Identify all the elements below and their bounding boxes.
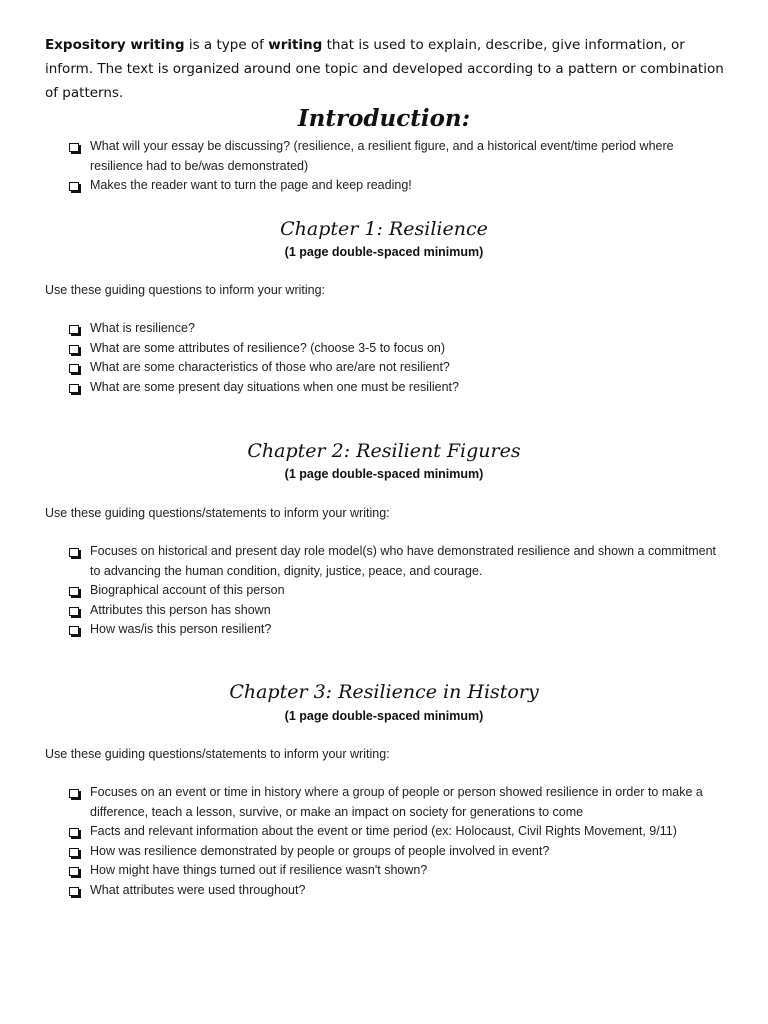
list-item bbox=[68, 176, 728, 196]
list-item-text: What attributes were used throughout? bbox=[90, 882, 306, 897]
chapter3-subtitle: (1 page double-spaced minimum) bbox=[284, 709, 484, 723]
checkbox-bullet-icon bbox=[69, 828, 79, 837]
checkbox-bullet-icon bbox=[69, 364, 79, 373]
introduction-list bbox=[68, 137, 728, 196]
list-item bbox=[68, 881, 728, 901]
list-item-text: Makes the reader want to turn the page and keep reading! bbox=[90, 178, 412, 192]
list-item bbox=[68, 319, 728, 339]
checkbox-bullet-icon bbox=[69, 607, 79, 616]
list-item bbox=[68, 601, 728, 621]
list-item-text: How was/is this person resilient? bbox=[90, 622, 272, 636]
intro-term-expository-writing: Expository writing bbox=[45, 37, 185, 53]
checkbox-bullet-icon bbox=[69, 867, 79, 876]
checkbox-bullet-icon bbox=[69, 848, 79, 857]
checkbox-bullet-icon bbox=[69, 789, 79, 798]
intro-term-writing: writing bbox=[268, 37, 323, 53]
list-item-text: Attributes this person has shown bbox=[90, 602, 271, 617]
intro-text-mid: is a type of bbox=[184, 37, 269, 53]
intro-paragraph bbox=[45, 33, 735, 105]
checkbox-bullet-icon bbox=[69, 345, 79, 354]
list-item bbox=[68, 620, 728, 640]
chapter1-guide-text: Use these guiding questions to inform your writing: bbox=[45, 283, 326, 297]
list-item-text: Focuses on an event or time in history where a group of people or person showed resilience in order to make a difference, teach a lesson, survive, or make an impact on society for generations to come bbox=[90, 785, 703, 819]
chapter3-heading: Chapter 3: Resilience in History bbox=[229, 681, 539, 703]
checkbox-bullet-icon bbox=[69, 384, 79, 393]
list-item-text: What are some present day situations when one must be resilient? bbox=[90, 379, 459, 394]
list-item bbox=[68, 358, 728, 378]
checkbox-bullet-icon bbox=[69, 143, 79, 152]
list-item bbox=[68, 861, 728, 881]
list-item-text: Biographical account of this person bbox=[90, 583, 285, 597]
chapter2-list bbox=[68, 542, 728, 640]
chapter3-list bbox=[68, 783, 728, 900]
list-item bbox=[68, 822, 728, 842]
chapter3-guide-text: Use these guiding questions/statements to inform your writing: bbox=[45, 747, 390, 761]
chapter2-subtitle: (1 page double-spaced minimum) bbox=[284, 467, 484, 481]
checkbox-bullet-icon bbox=[69, 548, 79, 557]
checkbox-bullet-icon bbox=[69, 325, 79, 334]
list-item-text: What are some characteristics of those who are/are not resilient? bbox=[90, 360, 450, 374]
list-item bbox=[68, 581, 728, 601]
list-item-text: Facts and relevant information about the event or time period (ex: Holocaust, Civil Rights Movement, 9/11) bbox=[90, 824, 677, 838]
list-item-text: What are some attributes of resilience? (choose 3-5 to focus on) bbox=[90, 340, 446, 355]
chapter1-heading: Chapter 1: Resilience bbox=[280, 218, 488, 240]
list-item-text: How might have things turned out if resilience wasn't shown? bbox=[90, 863, 428, 877]
checkbox-bullet-icon bbox=[69, 587, 79, 596]
list-item-text: How was resilience demonstrated by people or groups of people involved in event? bbox=[90, 843, 550, 858]
list-item bbox=[68, 842, 728, 862]
checkbox-bullet-icon bbox=[69, 182, 79, 191]
list-item bbox=[68, 542, 728, 581]
list-item bbox=[68, 783, 728, 822]
list-item bbox=[68, 137, 728, 176]
list-item-text: Focuses on historical and present day role model(s) who have demonstrated resilience and shown a commitment to advancing the human condition, dignity, justice, peace, and courage. bbox=[90, 544, 717, 578]
list-item-text: What is resilience? bbox=[90, 321, 195, 335]
chapter1-list bbox=[68, 319, 728, 397]
chapter1-subtitle: (1 page double-spaced minimum) bbox=[284, 245, 484, 259]
checkbox-bullet-icon bbox=[69, 887, 79, 896]
checkbox-bullet-icon bbox=[69, 626, 79, 635]
list-item-text: What will your essay be discussing? (resilience, a resilient figure, and a historical event/time period where resilience had to be/was demonstrated) bbox=[90, 139, 674, 173]
chapter2-heading: Chapter 2: Resilient Figures bbox=[247, 440, 521, 462]
list-item bbox=[68, 378, 728, 398]
introduction-heading: Introduction: bbox=[297, 105, 471, 132]
list-item bbox=[68, 339, 728, 359]
intro-text-rest: that is used to explain, describe, give information, or inform. The text is organized around one topic and developed according to a pattern or combination of patterns. bbox=[45, 37, 724, 101]
chapter2-guide-text: Use these guiding questions/statements to inform your writing: bbox=[45, 506, 390, 520]
